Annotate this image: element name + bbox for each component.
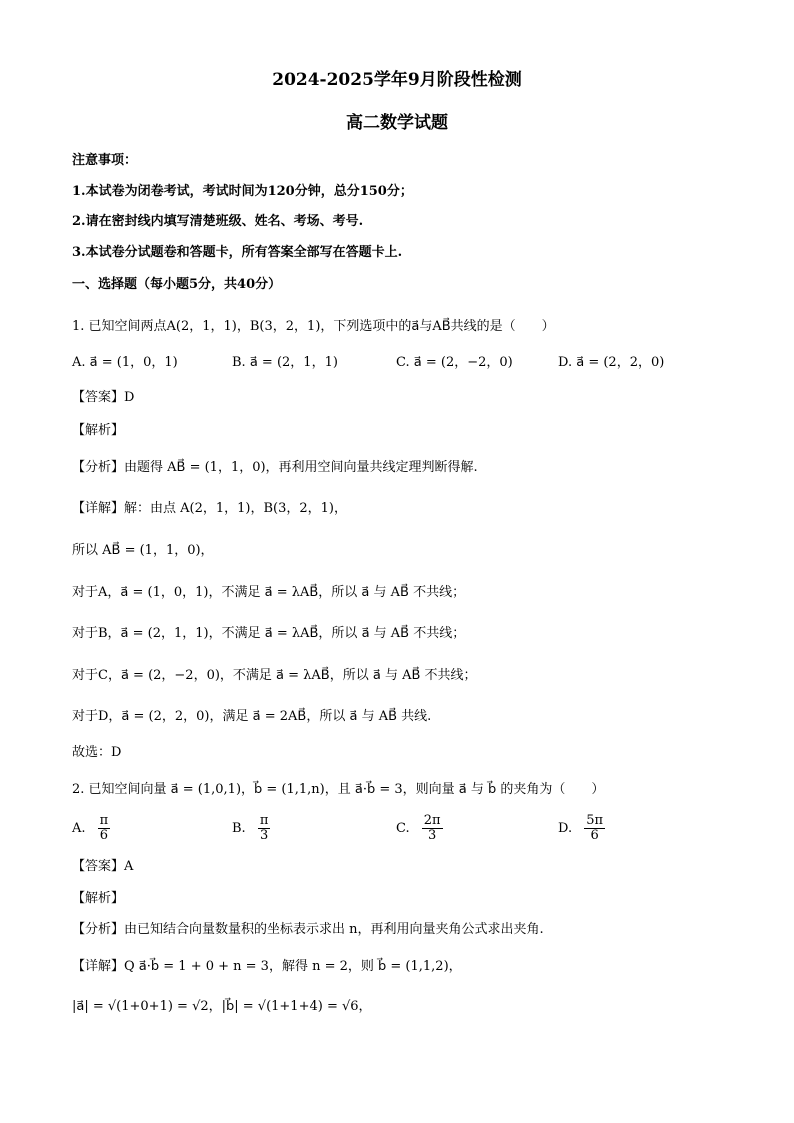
q1-detail-1: 【详解】解：由点 A(2，1，1)，B(3，2，1)， <box>72 501 347 516</box>
notes-heading: 注意事项： <box>72 153 138 168</box>
q1-detail-4: 对于B，a⃗ = (2，1，1)，不满足 a⃗ = λAB⃗，所以 a⃗ 与 AB⃗ 不共线； <box>72 626 466 641</box>
note-item-3: 3.本试卷分试题卷和答题卡，所有答案全部写在答题卡上. <box>72 245 403 260</box>
q2-option-d: D. $\frac{5\pi}{6}$ <box>558 813 604 843</box>
note-item-2: 2.请在密封线内填写清楚班级、姓名、考场、考号. <box>72 214 364 229</box>
q1-option-c: C. a⃗ = (2，−2，0) <box>396 355 513 370</box>
q2-analysis: 【分析】由已知结合向量数量积的坐标表示求出 n，再利用向量夹角公式求出夹角. <box>72 922 544 937</box>
q1-detail-6: 对于D，a⃗ = (2，2，0)，满足 a⃗ = 2AB⃗，所以 a⃗ 与 AB⃗ 共线. <box>72 709 432 724</box>
page-subtitle: 高二数学试题 <box>346 113 448 133</box>
q2-option-c: C. $\frac{2\pi}{3}$ <box>396 813 441 843</box>
page-title: 2024-2025学年9月阶段性检测 <box>272 70 522 90</box>
q1-detail-2: 所以 AB⃗ = (1，1，0)， <box>72 543 214 558</box>
note-item-1: 1.本试卷为闭卷考试，考试时间为120分钟，总分150分； <box>72 184 413 199</box>
q2-detail-1: 【详解】Q a⃗·b⃗ = 1 + 0 + n = 3，解得 n = 2，则 b⃗ = (1,1,2)， <box>72 959 462 974</box>
q2-analysis-label: 【解析】 <box>72 891 125 906</box>
q1-analysis-label: 【解析】 <box>72 423 125 438</box>
q2-detail-2: |a⃗| = √(1+0+1) = √2，|b⃗| = √(1+1+4) = √6， <box>72 999 372 1014</box>
q1-option-b: B. a⃗ = (2，1，1) <box>232 355 338 370</box>
q1-option-d: D. a⃗ = (2，2，0) <box>558 355 665 370</box>
q2-option-b: B. $\frac{\pi}{3}$ <box>232 813 269 843</box>
section-heading: 一、选择题（每小题5分，共40分） <box>72 277 282 292</box>
q1-analysis: 【分析】由题得 AB⃗ = (1，1，0)，再利用空间向量共线定理判断得解. <box>72 460 478 475</box>
q1-answer: 【答案】D <box>72 390 135 405</box>
q1-detail-3: 对于A，a⃗ = (1，0，1)，不满足 a⃗ = λAB⃗，所以 a⃗ 与 AB⃗ 不共线； <box>72 585 466 600</box>
q2-option-a: A. $\frac{\pi}{6}$ <box>72 813 109 843</box>
q2-answer: 【答案】A <box>72 859 134 874</box>
q1-stem: 1. 已知空间两点A(2，1，1)，B(3，2，1)，下列选项中的a⃗与AB⃗共线的是（ ） <box>72 319 555 334</box>
q1-detail-5: 对于C，a⃗ = (2，−2，0)，不满足 a⃗ = λAB⃗，所以 a⃗ 与 AB⃗ 不共线； <box>72 668 477 683</box>
q1-option-a: A. a⃗ = (1，0，1) <box>72 355 178 370</box>
q2-stem: 2. 已知空间向量 a⃗ = (1,0,1)，b⃗ = (1,1,n)，且 a⃗·b⃗ = 3，则向量 a⃗ 与 b⃗ 的夹角为（ ） <box>72 782 605 797</box>
q1-detail-7: 故选：D <box>72 745 122 760</box>
